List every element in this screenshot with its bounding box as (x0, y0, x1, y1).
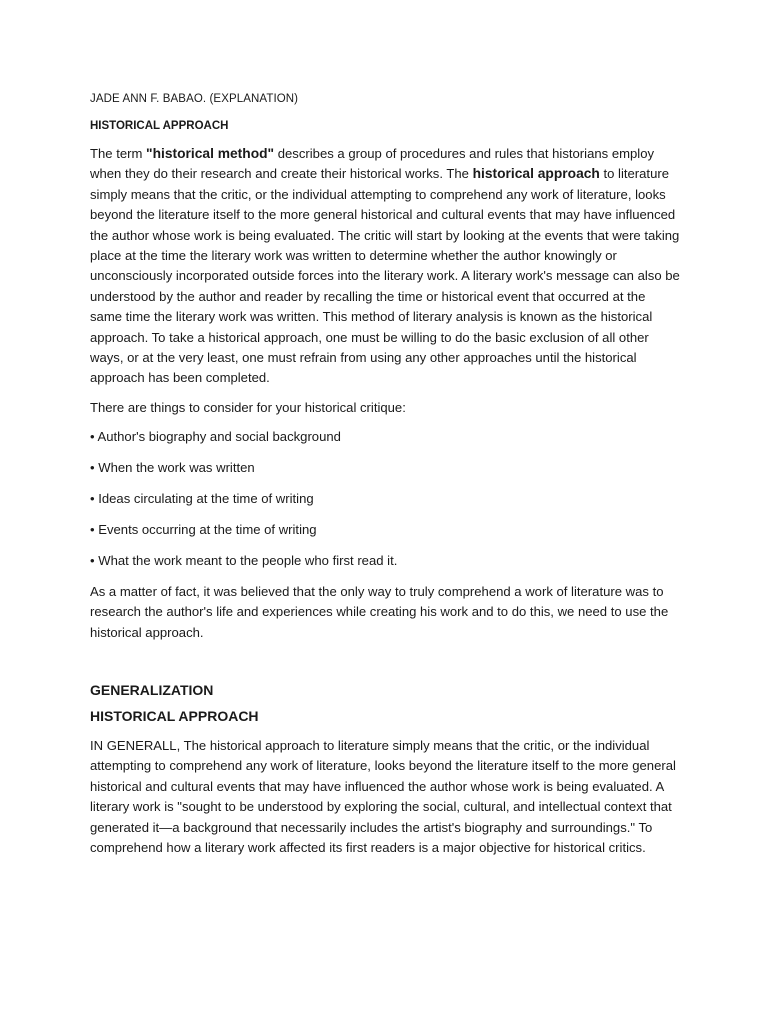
document-page (90, 93, 680, 867)
generalization-paragraph: IN GENERALL, The historical approach to literature simply means that the critic, or the individual attempting to comprehend any work of literature, looks beyond the literature itself to the more general historical and cultural events that may have influenced the author whose work is being evaluated. A literary work is "sought to be understood by exploring the social, cultural, and intellectual context that generated it—a background that necessarily includes the artist's biography and surroundings." To comprehend how a literary work affected its first readers is a major objective for historical critics. (90, 738, 676, 856)
intro-text-1: The term (90, 146, 147, 161)
generalization-subheading: HISTORICAL APPROACH (90, 708, 259, 725)
intro-text-3: to literature simply means that the critic, or the individual attempting to comprehend any work of literature, looks beyond the literature itself to the more general historical and cultural events that may have influenced the author whose work is being evaluated. The critic will start by looking at the events that were taking place at the time the literary work was written to determine whether the author knowingly or unconsciously incorporated outside forces into the literary work. A literary work's message can also be understood by the author and reader by recalling the time or historical event that occurred at the same time the literary work was written. This method of literary analysis is known as the historical approach. To take a historical approach, one must be willing to do the basic exclusion of all other ways, or at the very least, one must refrain from using any other approaches until the historical approach has been completed. (90, 166, 680, 386)
list-item: • Author's biography and social background (90, 429, 341, 445)
closing-paragraph: As a matter of fact, it was believed that the only way to truly comprehend a work of literature was to research the author's life and experiences while creating his work and to do this, we need to use the historical approach. (90, 583, 669, 640)
generalization-heading: GENERALIZATION (90, 682, 214, 699)
author-line: JADE ANN F. BABAO. (EXPLANATION) (90, 93, 299, 105)
intro-paragraph (90, 144, 680, 389)
list-item: • Events occurring at the time of writing (90, 522, 317, 537)
critique-bullet-list (90, 427, 680, 571)
section-label: HISTORICAL APPROACH (90, 120, 229, 132)
list-item: • When the work was written (90, 460, 255, 476)
list-item: • Ideas circulating at the time of writing (90, 491, 314, 507)
consider-intro: There are things to consider for your historical critique: (90, 399, 406, 415)
intro-text-2: describes a group of procedures and rules that historians employ when they do their research and create their historical works. The (90, 146, 655, 182)
list-item: • What the work meant to the people who first read it. (90, 552, 398, 568)
term-historical-method: "historical method" (146, 146, 275, 161)
term-historical-approach: historical approach (472, 166, 600, 182)
